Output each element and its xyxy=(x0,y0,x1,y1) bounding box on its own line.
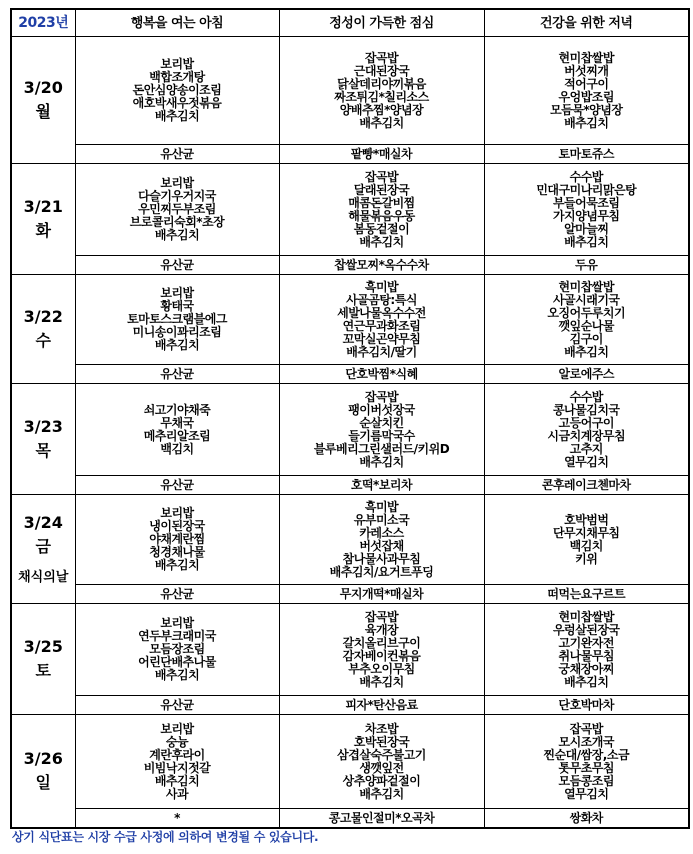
menu-item: 민대구미나리맑은탕 xyxy=(536,182,637,197)
menu-item: 계란후라이 xyxy=(149,747,205,762)
menu-item: 비빔낙지젓갈 xyxy=(143,760,211,775)
menu-item: 감자베이컨볶음 xyxy=(342,648,421,663)
day-row xyxy=(11,495,689,585)
menu-item: 버섯잡채 xyxy=(359,538,404,553)
menu-item: 키위 xyxy=(575,551,598,566)
snack-item: 두유 xyxy=(484,256,689,275)
menu-item: 김구이 xyxy=(569,331,603,346)
menu-item: 수수밥 xyxy=(569,169,603,184)
dinner-menu xyxy=(484,275,689,365)
menu-item: 차조밥 xyxy=(364,721,399,736)
day-date: 3/22 xyxy=(23,307,63,326)
menu-item: 배추김치 xyxy=(359,234,404,249)
menu-item: 톳무초무침 xyxy=(558,760,614,775)
menu-item: 잡곡밥 xyxy=(364,389,399,404)
menu-item: 봄동겉절이 xyxy=(353,221,410,236)
menu-item: 순살치킨 xyxy=(359,415,404,430)
year-header: 2023년 xyxy=(11,9,75,37)
header-row xyxy=(11,9,689,37)
menu-item: 보리밥 xyxy=(160,721,194,736)
snack-item: 유산균 xyxy=(75,696,279,715)
menu-item: 블루베리그린샐러드/키위D xyxy=(313,441,450,456)
menu-item: 호박된장국 xyxy=(353,734,410,749)
day-label xyxy=(11,275,75,384)
menu-item: 배추김치 xyxy=(154,109,200,123)
snack-row xyxy=(11,365,689,384)
menu-item: 메추리알조림 xyxy=(143,428,211,443)
menu-item: 알마늘찌 xyxy=(564,221,609,236)
snack-item: 무지개떡*매실차 xyxy=(279,585,484,604)
breakfast-menu xyxy=(75,604,279,696)
weekly-menu-table xyxy=(10,8,690,829)
menu-item: 잡곡밥 xyxy=(364,169,399,184)
menu-item: 팽이버섯장국 xyxy=(348,402,415,417)
menu-body xyxy=(11,37,689,829)
menu-item: 배추김치/딸기 xyxy=(346,344,417,359)
snack-row xyxy=(11,696,689,715)
menu-item: 현미찹쌀밥 xyxy=(558,279,614,294)
menu-item: 열무김치 xyxy=(564,454,609,469)
menu-item: 애호박새우젓볶음 xyxy=(132,96,222,110)
menu-item: 삼겹살숙주불고기 xyxy=(337,747,426,762)
menu-item: 배추김치 xyxy=(154,558,200,572)
menu-item: 적어구이 xyxy=(564,76,609,91)
day-row xyxy=(11,164,689,256)
menu-item: 배추김치 xyxy=(359,454,404,469)
menu-item: 해물볶음우동 xyxy=(348,208,415,223)
menu-item: 쇠고기야채죽 xyxy=(143,402,211,417)
menu-item: 보리밥 xyxy=(160,616,194,630)
menu-item: 사골시래기국 xyxy=(552,292,620,307)
snack-item: 토마토쥬스 xyxy=(484,145,689,164)
day-date: 3/20 xyxy=(23,78,63,97)
menu-item: 모듬묵*양념장 xyxy=(550,102,623,117)
day-weekday: 월 xyxy=(35,102,51,121)
menu-item: 보리밥 xyxy=(160,176,194,190)
day-note: 채식의날 xyxy=(18,570,69,585)
day-label xyxy=(11,37,75,164)
day-date: 3/23 xyxy=(23,417,63,436)
menu-item: 단무지채무침 xyxy=(552,525,620,540)
menu-item: 찐순대/쌈장,소금 xyxy=(543,747,630,762)
breakfast-menu xyxy=(75,495,279,585)
menu-item: 궁채장아찌 xyxy=(558,661,614,676)
menu-item: 모듬콩조림 xyxy=(558,773,614,788)
day-row xyxy=(11,275,689,365)
menu-item: 잡곡밥 xyxy=(569,721,603,736)
snack-item: 콩고물인절미*오곡차 xyxy=(279,809,484,829)
day-date: 3/24 xyxy=(23,513,63,532)
menu-item: 우민찌두부조림 xyxy=(138,202,216,216)
menu-item: 토마토스크램블에그 xyxy=(127,312,227,326)
menu-item: 다슬기우거지국 xyxy=(138,189,216,203)
menu-item: 보리밥 xyxy=(160,57,194,71)
menu-item: 꼬막실곤약무침 xyxy=(342,331,421,346)
snack-row xyxy=(11,256,689,275)
menu-item: 연근무과화조림 xyxy=(342,318,421,333)
menu-item: 청경채나물 xyxy=(149,545,205,559)
lunch-menu xyxy=(279,495,484,585)
menu-item: 무채국 xyxy=(160,415,194,430)
menu-item: 배추김치 xyxy=(154,668,200,682)
breakfast-menu xyxy=(75,164,279,256)
day-date: 3/25 xyxy=(23,637,63,656)
menu-item: 황태국 xyxy=(160,299,194,313)
menu-item: 돈안심양송이조림 xyxy=(132,83,222,97)
lunch-menu xyxy=(279,275,484,365)
menu-item: 보리밥 xyxy=(160,506,194,520)
menu-item: 수수밥 xyxy=(569,389,603,404)
day-row xyxy=(11,37,689,145)
day-label xyxy=(11,604,75,715)
menu-item: 육개장 xyxy=(364,622,399,637)
menu-item: 양배추찜*양념장 xyxy=(339,102,424,117)
menu-item: 짜조튀김*칠리소스 xyxy=(334,89,429,104)
menu-item: 버섯찌개 xyxy=(564,63,609,78)
menu-item: 가지양념무침 xyxy=(552,208,620,223)
lunch-menu xyxy=(279,715,484,809)
menu-item: 배추김치 xyxy=(564,674,609,689)
day-weekday: 토 xyxy=(35,661,51,680)
dinner-menu xyxy=(484,495,689,585)
breakfast-menu xyxy=(75,384,279,476)
menu-item: 매콤돈갈비찜 xyxy=(348,195,415,210)
snack-row xyxy=(11,145,689,164)
dinner-menu xyxy=(484,37,689,145)
lunch-menu xyxy=(279,37,484,145)
menu-item: 흑미밥 xyxy=(364,279,399,294)
menu-item: 백합조개탕 xyxy=(149,70,205,84)
snack-item: 유산균 xyxy=(75,585,279,604)
menu-item: 보리밥 xyxy=(160,286,194,300)
menu-item: 호박범벅 xyxy=(564,512,609,527)
menu-item: 카레소스 xyxy=(359,525,404,540)
menu-item: 배추김치 xyxy=(564,234,609,249)
snack-item: 알로에주스 xyxy=(484,365,689,384)
dinner-menu xyxy=(484,164,689,256)
menu-item: 근대된장국 xyxy=(353,63,410,78)
menu-item: 취나물무침 xyxy=(558,648,614,663)
menu-item: 갈치올리브구이 xyxy=(342,635,421,650)
menu-item: 사과 xyxy=(165,786,189,801)
snack-item: 피자*탄산음료 xyxy=(279,696,484,715)
menu-item: 냉이된장국 xyxy=(149,519,205,533)
menu-item: 달래된장국 xyxy=(353,182,410,197)
breakfast-header: 행복을 여는 아침 xyxy=(75,9,279,37)
menu-item: 시금치계장무침 xyxy=(547,428,626,443)
day-row xyxy=(11,384,689,476)
day-row xyxy=(11,715,689,809)
lunch-menu xyxy=(279,604,484,696)
snack-item: 호떡*보리차 xyxy=(279,476,484,495)
day-weekday: 화 xyxy=(35,221,51,240)
day-weekday: 목 xyxy=(35,441,51,460)
day-weekday: 금 xyxy=(35,537,51,556)
dinner-menu xyxy=(484,384,689,476)
breakfast-menu xyxy=(75,37,279,145)
lunch-header: 정성이 가득한 점심 xyxy=(279,9,484,37)
day-row xyxy=(11,604,689,696)
menu-item: 연두부크래미국 xyxy=(138,629,216,643)
menu-item: 배추김치 xyxy=(564,344,609,359)
menu-item: 배추김치/요거트푸딩 xyxy=(329,564,434,579)
snack-item: 찹쌀모찌*옥수수차 xyxy=(279,256,484,275)
dinner-header: 건강을 위한 저녁 xyxy=(484,9,689,37)
day-label xyxy=(11,495,75,604)
menu-item: 유부미소국 xyxy=(353,512,410,527)
menu-item: 들기름막국수 xyxy=(348,428,415,443)
menu-item: 배추김치 xyxy=(359,115,404,130)
snack-item: 콘후레이크첸마차 xyxy=(484,476,689,495)
menu-item: 배추김치 xyxy=(154,338,200,352)
menu-item: 백김치 xyxy=(160,441,194,456)
day-weekday: 일 xyxy=(35,773,51,792)
day-weekday: 수 xyxy=(35,331,51,350)
menu-item: 닭살데리야끼볶음 xyxy=(337,76,426,91)
breakfast-menu xyxy=(75,275,279,365)
menu-item: 콩나물김치국 xyxy=(552,402,620,417)
menu-item: 배추김치 xyxy=(359,786,404,801)
menu-item: 현미찹쌀밥 xyxy=(558,609,614,624)
breakfast-menu xyxy=(75,715,279,809)
menu-item: 세발나물옥수수전 xyxy=(337,305,426,320)
menu-item: 야채계란찜 xyxy=(149,532,205,546)
day-date: 3/21 xyxy=(23,197,63,216)
menu-item: 숭늉 xyxy=(165,734,189,749)
snack-item: 유산균 xyxy=(75,145,279,164)
footer-note: 상기 식단표는 시장 수급 사정에 의하여 변경될 수 있습니다. xyxy=(12,830,319,844)
menu-item: 배추김치 xyxy=(359,674,404,689)
menu-item: 흑미밥 xyxy=(364,499,399,514)
snack-item: 단호박마차 xyxy=(484,696,689,715)
menu-item: 미니송이꽈리조림 xyxy=(132,325,222,339)
menu-item: 어린단배추나물 xyxy=(138,655,216,669)
day-label xyxy=(11,715,75,829)
snack-item: 유산균 xyxy=(75,256,279,275)
menu-item: 모듬장조림 xyxy=(149,642,205,656)
day-label xyxy=(11,164,75,275)
menu-item: 부들어묵조림 xyxy=(552,195,620,210)
dinner-menu xyxy=(484,715,689,809)
snack-item: * xyxy=(75,809,279,829)
menu-item: 현미찹쌀밥 xyxy=(558,50,614,65)
menu-item: 사골곰탕:특식 xyxy=(346,292,417,307)
menu-item: 배추김치 xyxy=(564,115,609,130)
lunch-menu xyxy=(279,384,484,476)
snack-item: 유산균 xyxy=(75,476,279,495)
snack-item: 떠먹는요구르트 xyxy=(484,585,689,604)
snack-row xyxy=(11,585,689,604)
menu-item: 백김치 xyxy=(569,538,603,553)
menu-item: 생깻잎전 xyxy=(359,760,404,775)
menu-item: 부추오이무침 xyxy=(348,661,415,676)
menu-item: 열무김치 xyxy=(564,786,609,801)
menu-item: 우렁살된장국 xyxy=(552,622,620,637)
menu-item: 우엉밥조림 xyxy=(558,89,614,104)
snack-item: 단호박찜*식혜 xyxy=(279,365,484,384)
snack-row xyxy=(11,476,689,495)
menu-item: 고등어구이 xyxy=(558,415,614,430)
lunch-menu xyxy=(279,164,484,256)
snack-item: 팥빵*매실차 xyxy=(279,145,484,164)
day-label xyxy=(11,384,75,495)
menu-item: 배추김치 xyxy=(154,773,200,788)
snack-item: 쌍화차 xyxy=(484,809,689,829)
menu-item: 상추양파겉절이 xyxy=(342,773,421,788)
menu-item: 고기완자전 xyxy=(558,635,614,650)
menu-item: 깻잎순나물 xyxy=(558,318,614,333)
menu-item: 모시조개국 xyxy=(558,734,614,749)
menu-item: 잡곡밥 xyxy=(364,50,399,65)
dinner-menu xyxy=(484,604,689,696)
menu-item: 오징어두루치기 xyxy=(547,305,626,320)
menu-item: 잡곡밥 xyxy=(364,609,399,624)
menu-item: 브로콜리숙회*초장 xyxy=(129,215,225,229)
menu-item: 참나물사과무침 xyxy=(342,551,421,566)
snack-item: 유산균 xyxy=(75,365,279,384)
menu-item: 배추김치 xyxy=(154,228,200,242)
menu-item: 고추지 xyxy=(569,441,603,456)
snack-row xyxy=(11,809,689,829)
day-date: 3/26 xyxy=(23,749,63,768)
